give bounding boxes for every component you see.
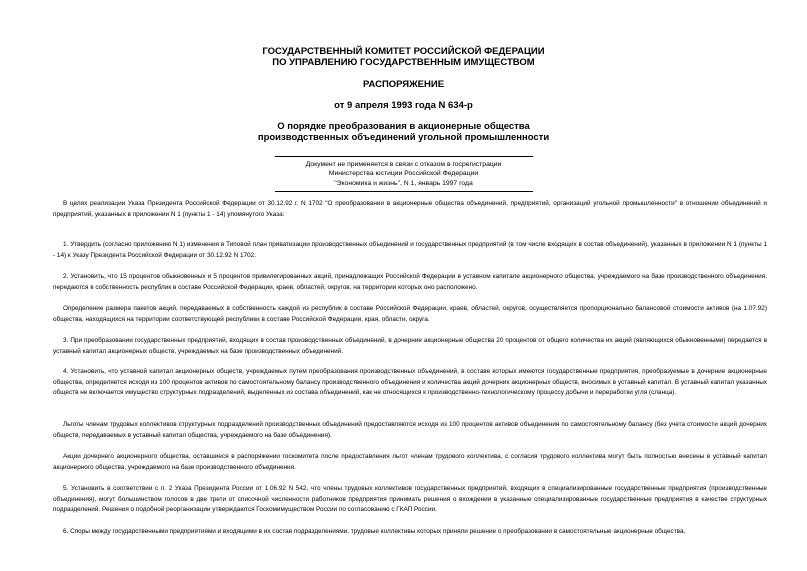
paragraph-2-continued: Определение размера пакетов акций, передаваемых в собственность каждой из республик в составе Российской Федерации, краев, областей, округов, осуществляется пропорционально балансовой стоимости активов (на 1.07.92) общества, находящихся на территории соответствующей республики в составе Российской Федерации, края, области, округа. [53,305,767,323]
status-note-line2: Министерства юстиции Российской Федерации [328,170,479,177]
document-type: РАСПОРЯЖЕНИЕ [362,79,445,90]
document-title-line1: О порядке преобразования в акционерные общества [277,121,530,132]
status-rule-bottom [275,191,533,192]
document-title-line2: производственных объединений угольной промышленности [257,132,550,143]
preamble-paragraph: В целях реализации Указа Президента Российской Федерации от 30.12.92 г. N 1702 "О преобразовании в акционерные общества объединений, предприятий, организаций угольной промышленности" в отношении объединений и предприятий, указанных в приложении N 1 (пункты 1 - 14) упомянутого Указа: [53,200,767,218]
status-rule-top [275,156,533,157]
paragraph-4: 4. Установить, что уставной капитал акционерных обществ, учреждаемых путем преобразования производственных объединений, в составе которых имеются государственные предприятия, преобразуемые в дочерние акционерные общества, определяется исходя из 100 процентов активов по самостоятельному балансу производственного объединения и количества акций дочерних акционерных обществ, вносимых в уставный капитал. В уставный капитал указанных обществ не включается имущество структурных подразделений, выделенных из состава объединений, как не относящихся к производственно-технологическому процессу добычи и переработки угля (сланца). [53,368,767,397]
paragraph-1: 1. Утвердить (согласно приложению N 1) изменения в Типовой план приватизации производственных объединений и государственных предприятий (в том числе входящих в состав объединений), указанных в приложении N 1 (пункты 1 - 14) к Указу Президента Российской Федерации от 30.12.92 N 1702. [53,241,767,259]
paragraph-2: 2. Установить, что 15 процентов обыкновенных и 5 процентов привилегированных акций, принадлежащих Российской Федерации в уставном капитале акционерного общества, учреждаемого на базе производственного объединения, передаются в собственность республик в составе Российской Федерации, краев, областей, округов, на территории которых оно расположено. [53,273,767,291]
org-name-line1: ГОСУДАРСТВЕННЫЙ КОМИТЕТ РОССИЙСКОЙ ФЕДЕРАЦИИ [262,46,545,57]
org-name-line2: ПО УПРАВЛЕНИЮ ГОСУДАРСТВЕННЫМ ИМУЩЕСТВОМ [272,57,535,68]
paragraph-3: 3. При преобразовании государственных предприятий, входящих в состав производственных объединений, в дочерние акционерные общества 20 процентов от общего количества их акций (являющихся обыкновенными) передается в уставный капитал акционерных обществ, учреждаемых на базе производственных объединений. [53,337,767,355]
paragraph-4-benefits: Льготы членам трудовых коллективов структурных подразделений производственных объединений предоставляются исходя из 100 процентов активов объединения по самостоятельному балансу (без учета стоимости акций дочерних обществ, передаваемых в уставный капитал общества, учреждаемого на базе объединения). [53,421,767,439]
paragraph-4-shares: Акции дочернего акционерного общества, оставшиеся в распоряжении госкомитета после предоставления льгот членам трудового коллектива, с согласия трудового коллектива могут быть полностью внесены в уставный капитал акционерного общества, учреждаемого на базе производственного объединения. [53,453,767,471]
paragraph-6: 6. Споры между государственными предприятиями и входящими в их состав подразделениями, трудовые коллективы которых приняли решение о преобразовании в самостоятельные акционерные общества, [63,528,686,535]
status-note-line3: "Экономика и жизнь", N 1, январь 1997 года [334,180,473,187]
document-date-number: от 9 апреля 1993 года N 634-р [334,100,473,111]
paragraph-5: 5. Установить в соответствии с п. 2 Указа Президента России от 1.06.92 N 542, что члены трудовых коллективов государственных предприятий, входящих в специализированные государственные предприятия (производственные объединения), могут большинством голосов в две трети от списочной численности работников предприятия принимать решения о вхождении в указанные специализированные государственные предприятия в качестве структурных подразделений. Решения о подобной реорганизации утверждаются Госкомимуществом России по согласованию с ГКАП России. [53,485,767,514]
status-note-line1: Документ не применяется в связи с отказом в госрегистрации [305,161,502,168]
